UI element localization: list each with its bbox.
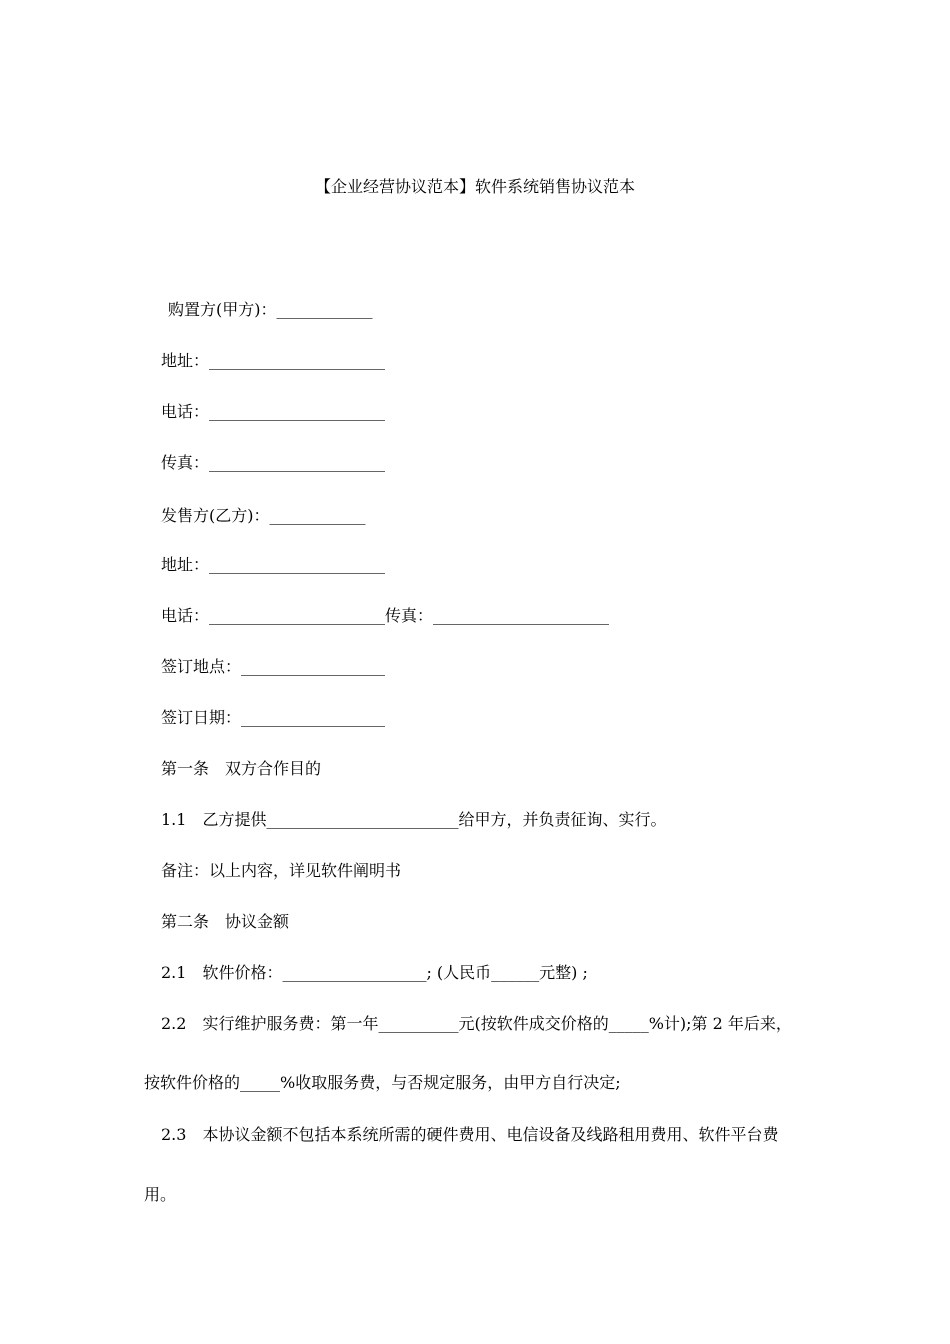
clause-2-2-continuation: 按软件价格的_____%收取服务费，与否规定服务，由甲方自行决定; — [144, 1073, 621, 1092]
signing-place-line: 签订地点：__________________ — [161, 657, 386, 676]
clause-2-2: 2.2 实行维护服务费：第一年__________元(按软件成交价格的_____%计);第 2 年后来， — [161, 1014, 792, 1033]
seller-phone-fax-line: 电话：______________________传真：______________________ — [161, 606, 610, 625]
buyer-fax-line: 传真：______________________ — [161, 453, 386, 472]
remark-line: 备注：以上内容，详见软件阐明书 — [161, 861, 402, 880]
article-2-heading: 第二条 协议金额 — [161, 912, 290, 931]
seller-party-line: 发售方(乙方)：____________ — [161, 506, 366, 525]
seller-address-line: 地址：______________________ — [161, 555, 386, 574]
article-1-heading: 第一条 双方合作目的 — [161, 759, 322, 778]
clause-2-3: 2.3 本协议金额不包括本系统所需的硬件费用、电信设备及线路租用费用、软件平台费 — [161, 1125, 779, 1144]
document-title: 【企业经营协议范本】软件系统销售协议范本 — [314, 177, 635, 196]
buyer-phone-line: 电话：______________________ — [161, 402, 386, 421]
buyer-address-line: 地址：______________________ — [161, 351, 386, 370]
clause-2-3-continuation: 用。 — [144, 1185, 177, 1204]
signing-date-line: 签订日期：__________________ — [161, 708, 386, 727]
buyer-party-line: 购置方(甲方)：____________ — [168, 300, 373, 319]
clause-1-1: 1.1 乙方提供________________________给甲方，并负责征询、实行。 — [161, 810, 667, 829]
clause-2-1: 2.1 软件价格：__________________; (人民币______元整) ; — [161, 963, 588, 982]
